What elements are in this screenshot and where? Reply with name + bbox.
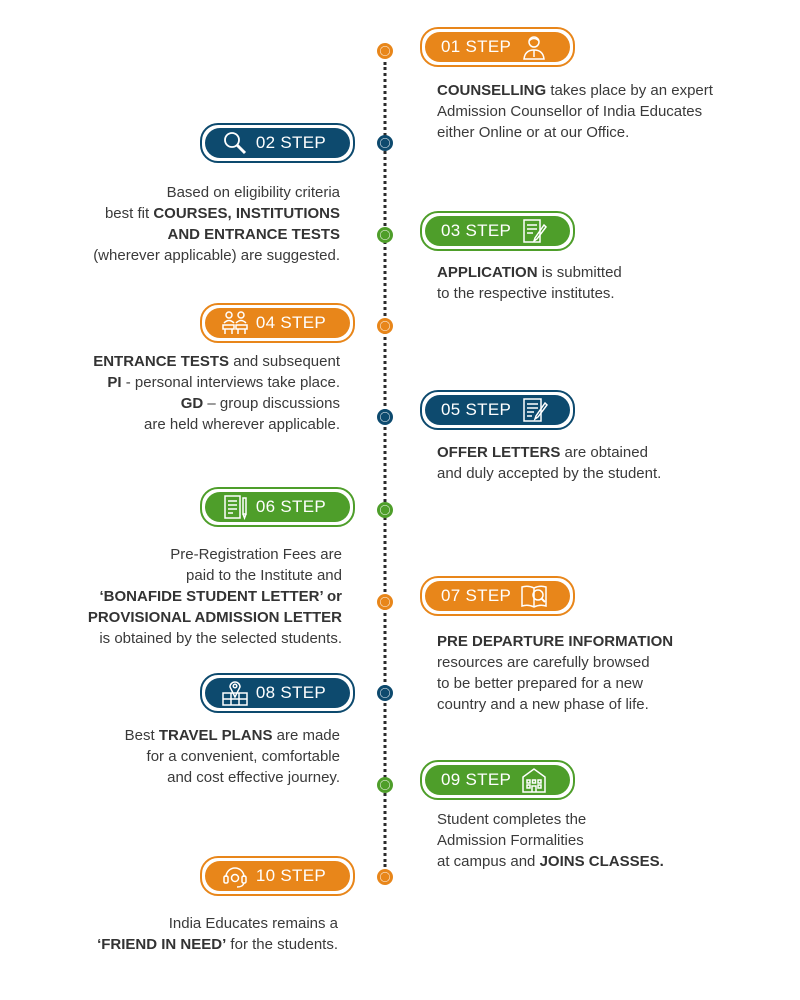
step-10-badge [200, 856, 355, 896]
step-07-description [437, 631, 767, 715]
step-02-badge [200, 123, 355, 163]
step-06-label: 06 STEP [255, 497, 326, 516]
step-01-badge [420, 27, 575, 67]
timeline-node-06 [377, 502, 393, 518]
step-08-label: 08 STEP [255, 683, 326, 702]
timeline-node-10 [377, 869, 393, 885]
step-10-description [20, 913, 338, 955]
description-line: OFFER LETTERS are obtained [437, 444, 648, 461]
description-line: COUNSELLING takes place by an expert [437, 82, 713, 99]
step-06-badge [200, 487, 355, 527]
step-05-label: 05 STEP [441, 400, 512, 419]
description-line: India Educates remains a [168, 915, 338, 932]
timeline-node-07 [377, 594, 393, 610]
description-line: Best TRAVEL PLANS are made [124, 727, 340, 744]
step-06-description [20, 544, 342, 649]
map-pin-icon [221, 679, 249, 707]
description-line: Admission Formalities [437, 832, 584, 849]
step-09-description [437, 809, 767, 872]
step-07-badge [420, 576, 575, 616]
description-line: country and a new phase of life. [437, 696, 649, 713]
description-line: ‘FRIEND IN NEED’ for the students. [97, 936, 338, 953]
step-03-label: 03 STEP [441, 221, 512, 240]
timeline-dotted-line [384, 62, 387, 867]
description-line: PROVISIONAL ADMISSION LETTER [87, 609, 342, 626]
description-line: are held wherever applicable. [144, 416, 340, 433]
description-line: resources are carefully browsed [437, 654, 650, 671]
timeline-node-04 [377, 318, 393, 334]
description-line: GD – group discussions [180, 395, 340, 412]
exam-desks-icon [221, 309, 249, 337]
information-book-icon [520, 582, 548, 610]
timeline-node-02 [377, 135, 393, 151]
description-line: APPLICATION is submitted [437, 264, 622, 281]
step-09-badge [420, 760, 575, 800]
description-line: best fit COURSES, INSTITUTIONS [104, 205, 340, 222]
step-05-description [437, 442, 767, 484]
campus-building-icon [520, 766, 548, 794]
description-line: PI - personal interviews take place. [107, 374, 340, 391]
step-04-label: 04 STEP [255, 313, 326, 332]
support-headset-icon [221, 862, 249, 890]
step-03-badge [420, 211, 575, 251]
step-04-badge [200, 303, 355, 343]
step-02-label: 02 STEP [255, 133, 326, 152]
timeline-node-08 [377, 685, 393, 701]
counsellor-icon [520, 33, 548, 61]
timeline-node-09 [377, 777, 393, 793]
description-line: ‘BONAFIDE STUDENT LETTER’ or [99, 588, 342, 605]
timeline-node-05 [377, 409, 393, 425]
offer-letter-icon [520, 396, 548, 424]
step-04-description [20, 351, 340, 435]
description-line: AND ENTRANCE TESTS [167, 226, 340, 243]
step-03-description [437, 262, 767, 304]
description-line: Based on eligibility criteria [166, 184, 340, 201]
application-form-icon [520, 217, 548, 245]
step-01-label: 01 STEP [441, 37, 512, 56]
description-line: either Online or at our Office. [437, 124, 630, 141]
document-pen-icon [221, 493, 249, 521]
step-07-label: 07 STEP [441, 586, 512, 605]
description-line: and cost effective journey. [167, 769, 340, 786]
description-line: is obtained by the selected students. [99, 630, 342, 647]
step-08-badge [200, 673, 355, 713]
description-line: PRE DEPARTURE INFORMATION [437, 633, 674, 650]
description-line: paid to the Institute and [186, 567, 342, 584]
description-line: to the respective institutes. [437, 285, 615, 302]
step-02-description [20, 182, 340, 266]
description-line: for a convenient, comfortable [146, 748, 340, 765]
description-line: at campus and JOINS CLASSES. [437, 853, 664, 870]
step-05-badge [420, 390, 575, 430]
step-08-description [20, 725, 340, 788]
step-01-description [437, 80, 767, 143]
step-10-label: 10 STEP [255, 866, 326, 885]
description-line: Admission Counsellor of India Educates [437, 103, 703, 120]
description-line: ENTRANCE TESTS and subsequent [93, 353, 340, 370]
description-line: (wherever applicable) are suggested. [93, 247, 340, 264]
description-line: to be better prepared for a new [437, 675, 643, 692]
description-line: and duly accepted by the student. [437, 465, 662, 482]
search-icon [221, 129, 249, 157]
description-line: Student completes the [437, 811, 587, 828]
timeline-node-03 [377, 227, 393, 243]
timeline-node-01 [377, 43, 393, 59]
step-09-label: 09 STEP [441, 770, 512, 789]
description-line: Pre-Registration Fees are [170, 546, 342, 563]
